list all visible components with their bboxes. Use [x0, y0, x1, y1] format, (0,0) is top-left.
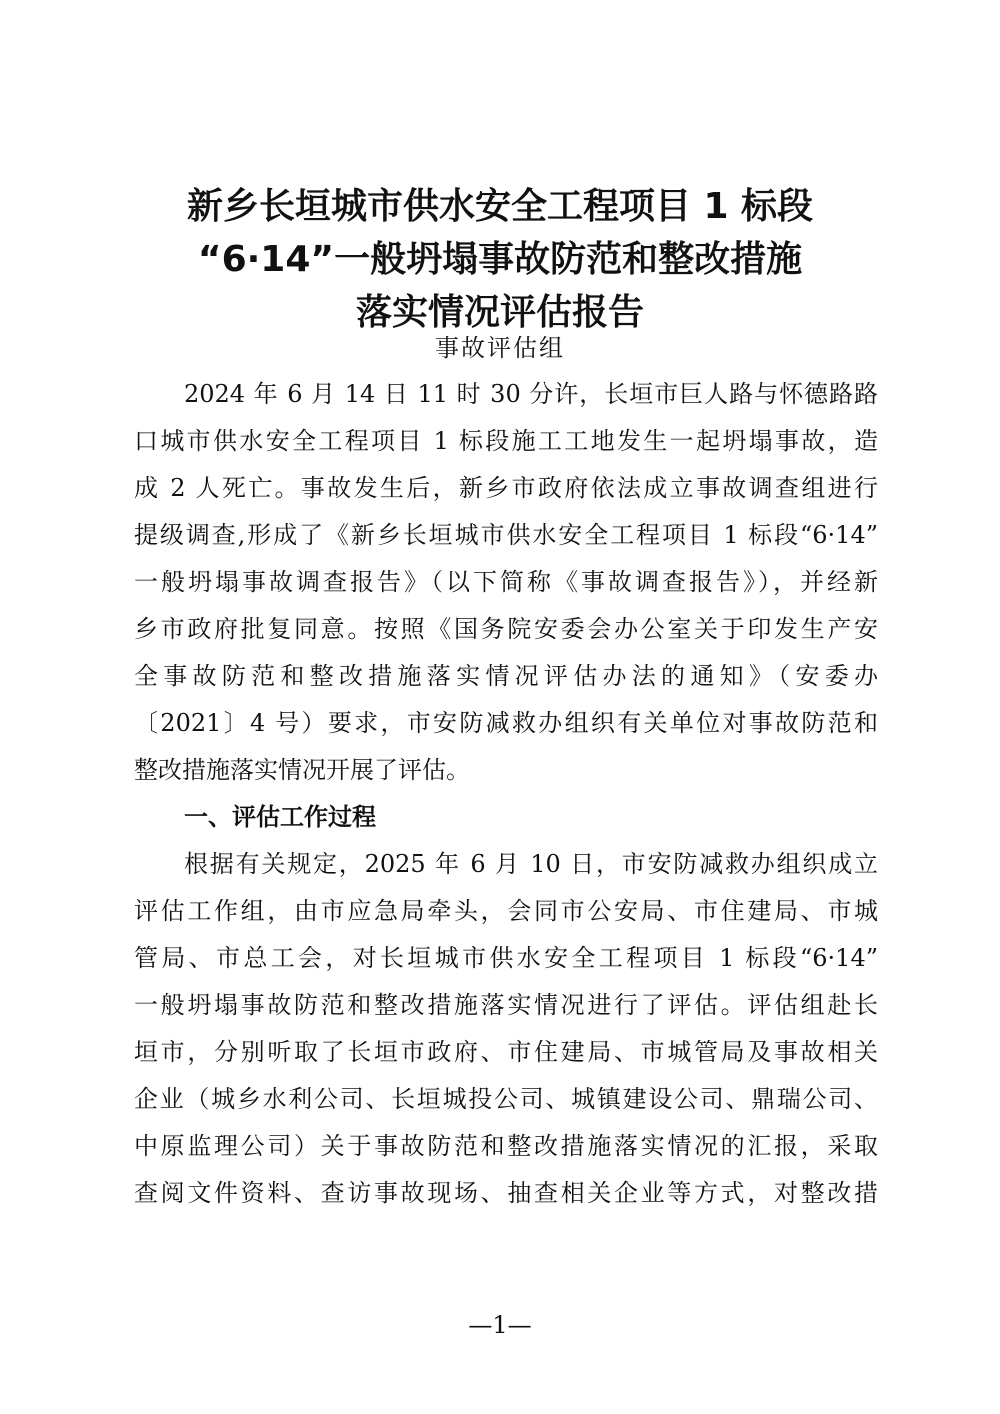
paragraph-2	[134, 841, 878, 1217]
title-line: “6·14”一般坍塌事故防范和整改措施	[197, 239, 803, 280]
paragraph-line: 乡市政府批复同意。按照《国务院安委会办公室关于印发生产安	[134, 615, 878, 643]
paragraph-line: 垣市，分别听取了长垣市政府、市住建局、市城管局及事故相关	[134, 1038, 878, 1066]
paragraph-line: 评估工作组，由市应急局牵头，会同市公安局、市住建局、市城	[134, 897, 878, 925]
paragraph-line: 一般坍塌事故调查报告》（以下简称《事故调查报告》），并经新	[134, 568, 878, 596]
paragraph-line: 管局、市总工会，对长垣城市供水安全工程项目 1 标段“6·14”	[134, 944, 878, 972]
paragraph-line: 一般坍塌事故防范和整改措施落实情况进行了评估。评估组赴长	[134, 991, 878, 1019]
title-line: 落实情况评估报告	[355, 292, 644, 333]
paragraph-line: 2024 年 6 月 14 日 11 时 30 分许，长垣市巨人路与怀德路路	[184, 380, 878, 408]
paragraph-line: 整改措施落实情况开展了评估。	[134, 756, 470, 784]
paragraph-line: 查阅文件资料、查访事故现场、抽查相关企业等方式，对整改措	[134, 1179, 878, 1207]
page-number: —1—	[468, 1311, 532, 1339]
section-heading: 一、评估工作过程	[184, 803, 376, 831]
document-body	[134, 371, 878, 1217]
paragraph-line: 全事故防范和整改措施落实情况评估办法的通知》（安委办	[134, 662, 878, 690]
paragraph-line: 成 2 人死亡。事故发生后，新乡市政府依法成立事故调查组进行	[134, 474, 878, 502]
title-line: 新乡长垣城市供水安全工程项目 1 标段	[186, 186, 814, 227]
paragraph-line: 口城市供水安全工程项目 1 标段施工工地发生一起坍塌事故，造	[134, 427, 878, 455]
document-title	[120, 180, 880, 339]
author-line: 事故评估组	[435, 334, 565, 362]
paragraph-line: 〔2021〕4 号）要求，市安防减救办组织有关单位对事故防范和	[134, 709, 878, 737]
paragraph-1	[134, 371, 878, 794]
paragraph-line: 根据有关规定，2025 年 6 月 10 日，市安防减救办组织成立	[184, 850, 878, 878]
paragraph-line: 提级调查,形成了《新乡长垣城市供水安全工程项目 1 标段“6·14”	[134, 521, 878, 549]
paragraph-line: 企业（城乡水利公司、长垣城投公司、城镇建设公司、鼎瑞公司、	[134, 1085, 878, 1113]
paragraph-line: 中原监理公司）关于事故防范和整改措施落实情况的汇报，采取	[134, 1132, 878, 1160]
